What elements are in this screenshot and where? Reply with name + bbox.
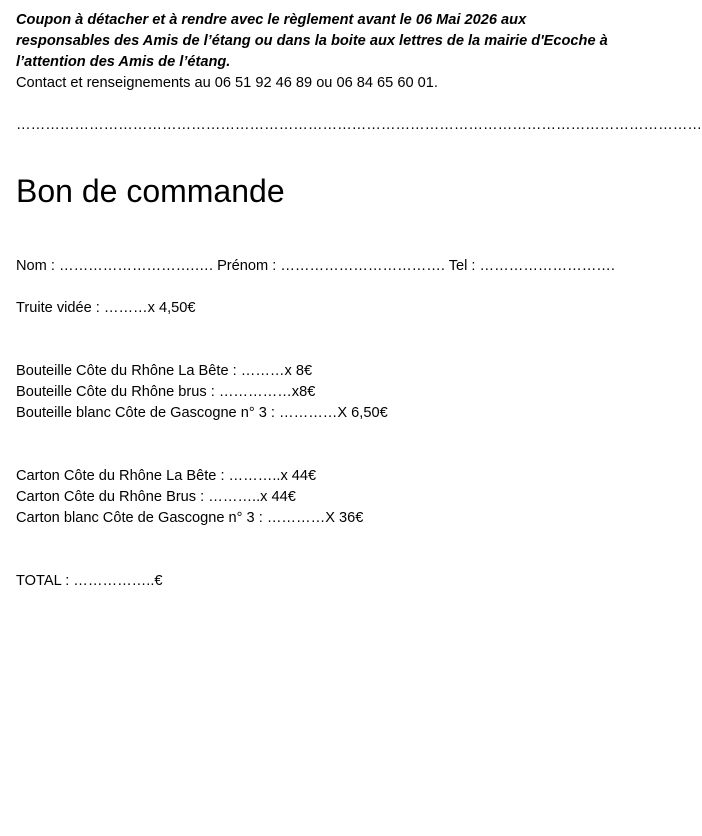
identity-fields-line: Nom : ……………………….…. Prénom : ……………………………. Tel : ………………………. — [16, 258, 615, 274]
total-line: TOTAL : ……………..€ — [16, 573, 163, 589]
item-bottle-brus: Bouteille Côte du Rhône brus : ……………x8€ — [16, 384, 316, 400]
page-title: Bon de commande — [16, 173, 285, 209]
item-bottle-la-bete: Bouteille Côte du Rhône La Bête : ………x 8€ — [16, 363, 313, 379]
contact-info: Contact et renseignements au 06 51 92 46 89 ou 06 84 65 60 01. — [16, 75, 438, 91]
coupon-notice: Coupon à détacher et à rendre avec le règlement avant le 06 Mai 2026 aux responsables des Amis de l’étang ou dans la boite aux lettres de la mairie d'Ecoche à l’attention des Amis de l’étang. — [16, 12, 608, 70]
cut-line: …………………………………………………………………………………………………………………………… — [16, 117, 702, 133]
item-truite: Truite vidée : ………x 4,50€ — [16, 300, 196, 316]
item-carton-brus: Carton Côte du Rhône Brus : ………..x 44€ — [16, 489, 296, 505]
order-form-page — [16, 10, 702, 592]
cartons-section — [16, 466, 616, 529]
item-bottle-gascogne: Bouteille blanc Côte de Gascogne n° 3 : …………X 6,50€ — [16, 405, 388, 421]
item-carton-gascogne: Carton blanc Côte de Gascogne n° 3 : …………X 36€ — [16, 510, 364, 526]
item-carton-la-bete: Carton Côte du Rhône La Bête : ………..x 44€ — [16, 468, 317, 484]
bottles-section — [16, 361, 616, 424]
